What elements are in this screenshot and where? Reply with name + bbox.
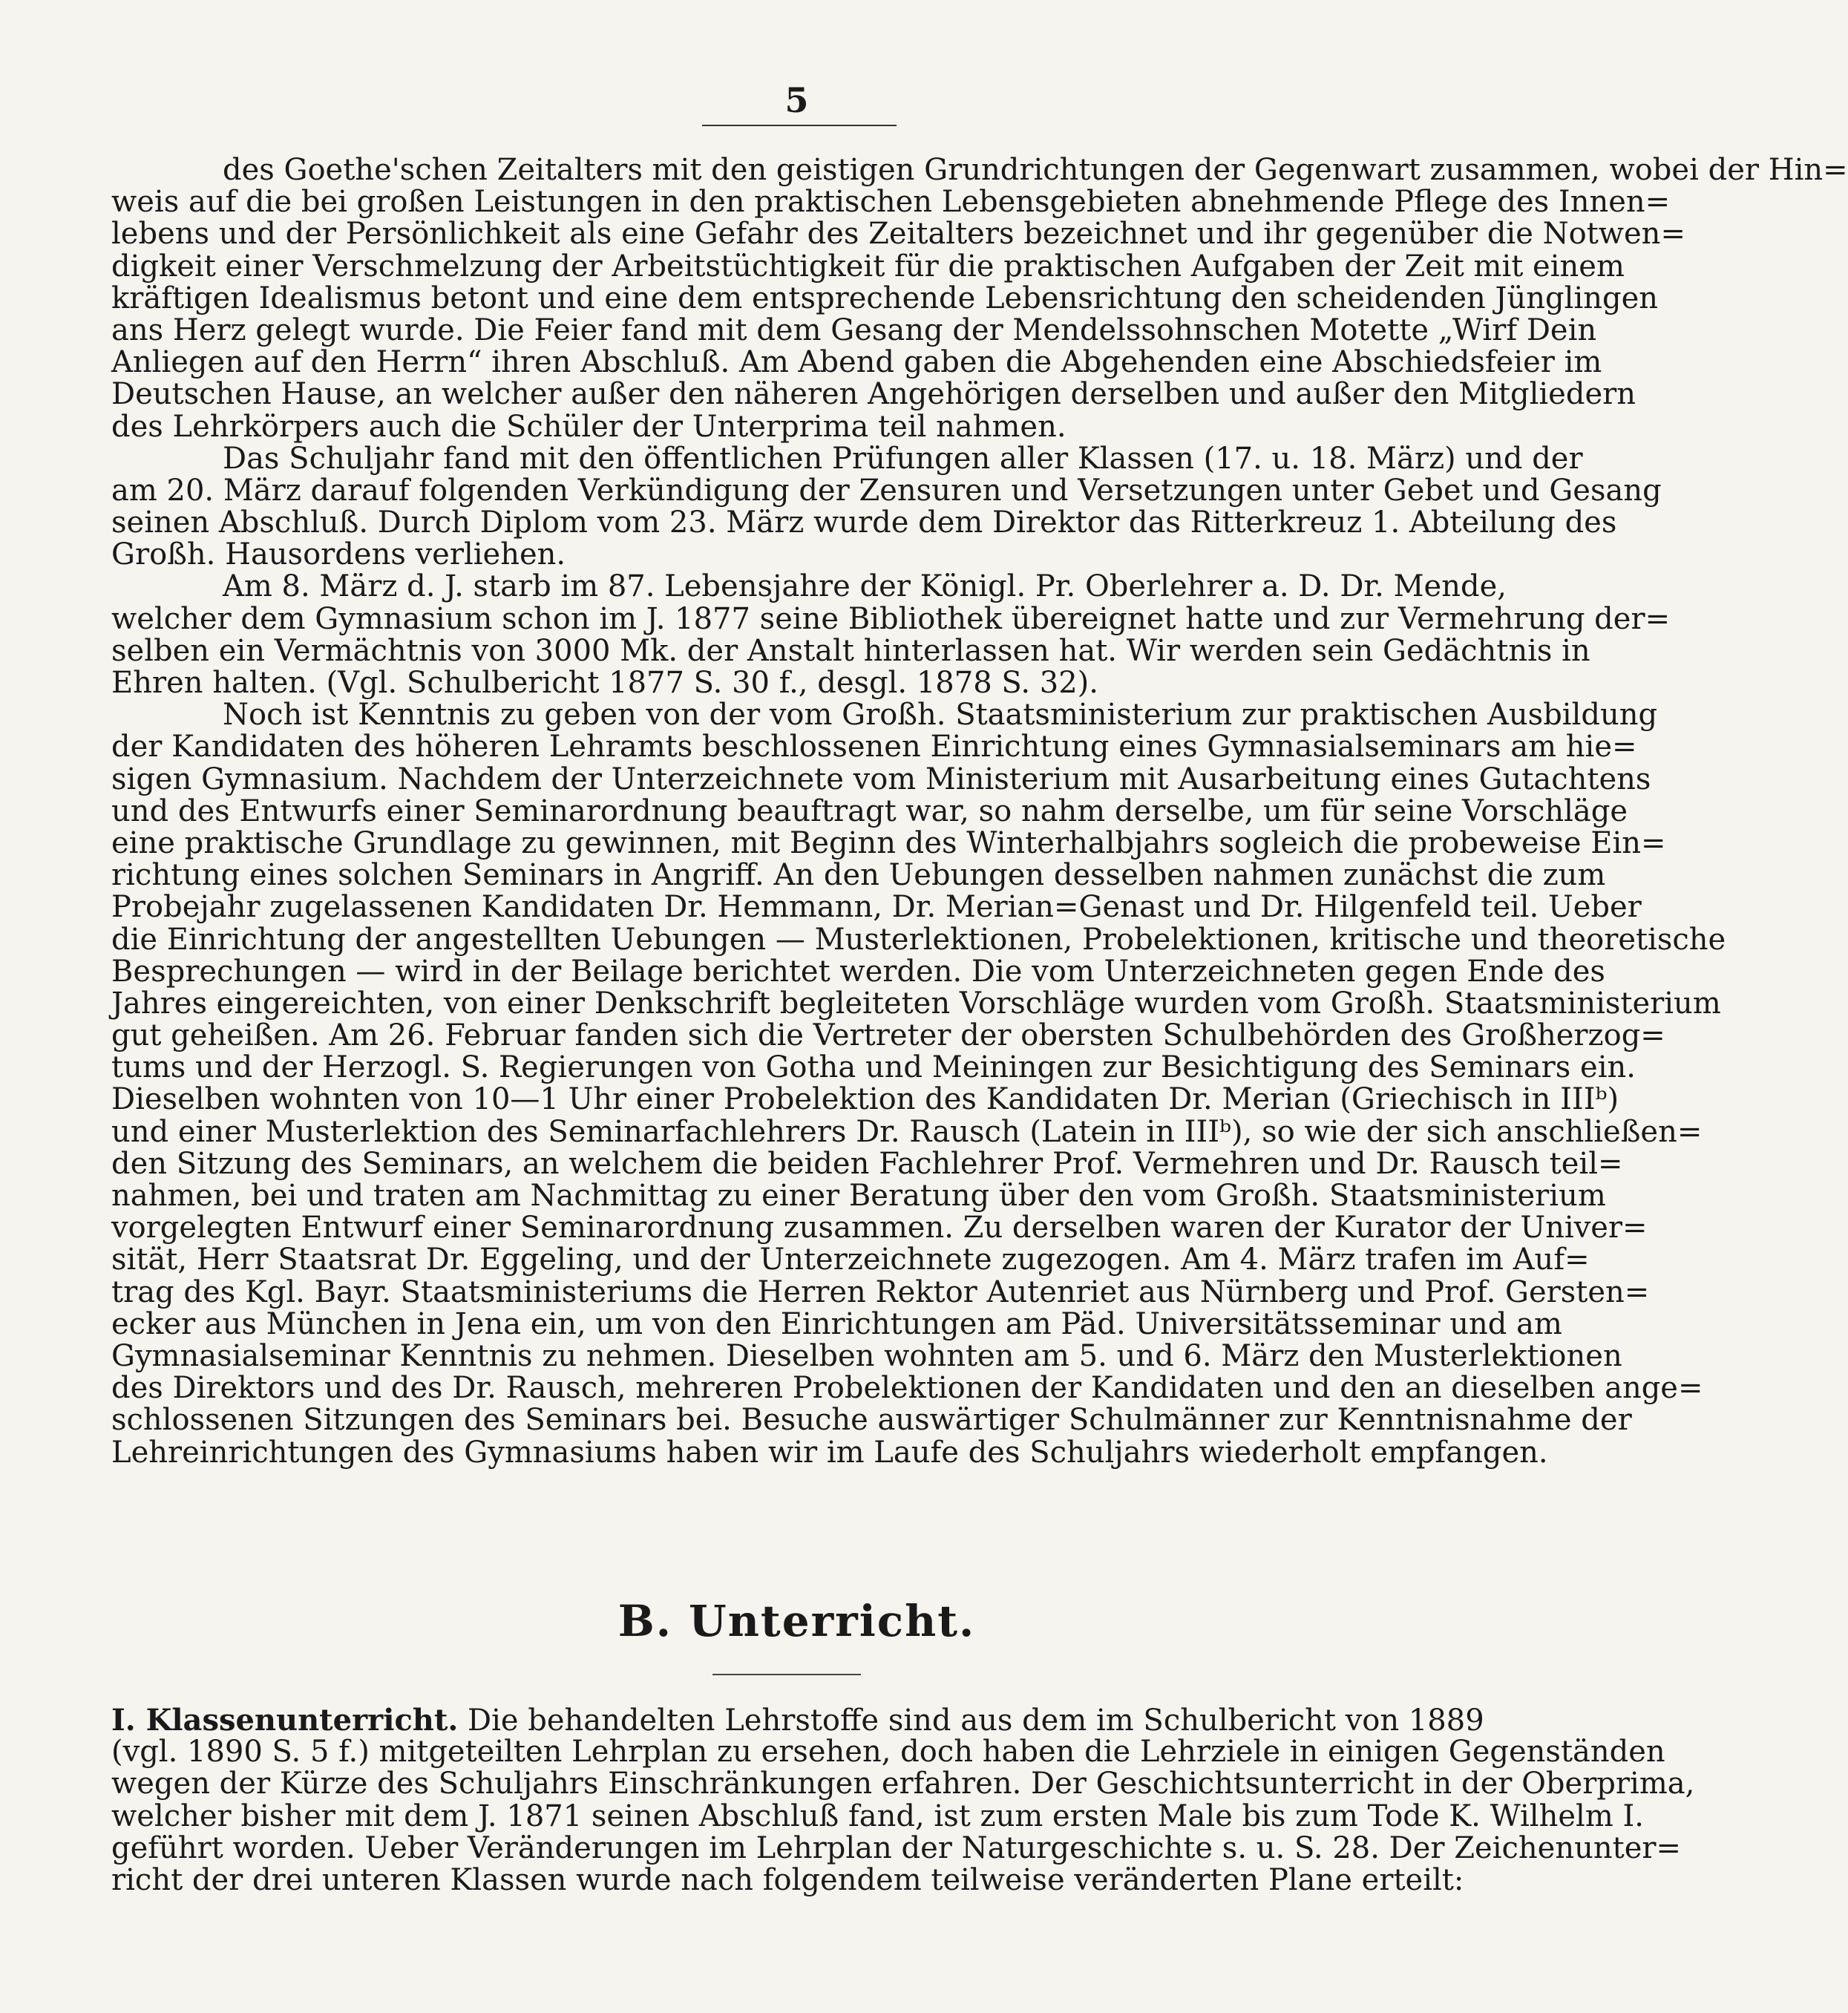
- paragraph-line: digkeit einer Verschmelzung der Arbeitstüchtigkeit für die praktischen Aufgaben der Zeit mit einem: [111, 249, 1625, 284]
- paragraph-line: trag des Kgl. Bayr. Staatsministeriums die Herren Rektor Autenriet aus Nürnberg und Prof. Gersten=: [111, 1274, 1650, 1309]
- paragraph-line: Ehren halten. (Vgl. Schulbericht 1877 S. 30 f., desgl. 1878 S. 32).: [111, 666, 1098, 700]
- paragraph-line: die Einrichtung der angestellten Uebungen — Musterlektionen, Probelektionen, kritische und theoretische: [111, 922, 1726, 957]
- paragraph-line: Am 8. März d. J. starb im 87. Lebensjahre der Königl. Pr. Oberlehrer a. D. Dr. Mende,: [223, 569, 1507, 604]
- body-text-upper: [111, 153, 1848, 1470]
- paragraph-line: Deutschen Hause, an welcher außer den näheren Angehörigen derselben und außer den Mitgliedern: [111, 377, 1636, 412]
- paragraph-line: des Lehrkörpers auch die Schüler der Unterprima teil nahmen.: [111, 409, 1066, 444]
- section-heading: B. Unterricht.: [617, 1596, 976, 1646]
- heading-rule: [712, 1674, 861, 1675]
- page-number: 5: [784, 80, 809, 120]
- paragraph-line: der Kandidaten des höheren Lehramts beschlossenen Einrichtung eines Gymnasialseminars am hie=: [111, 730, 1637, 765]
- paragraph-line: Lehreinrichtungen des Gymnasiums haben wir im Laufe des Schuljahrs wiederholt empfangen.: [111, 1435, 1548, 1470]
- paragraph-line: Das Schuljahr fand mit den öffentlichen Prüfungen aller Klassen (17. u. 18. März) und der: [223, 441, 1583, 476]
- paragraph-line: und einer Musterlektion des Seminarfachlehrers Dr. Rausch (Latein in IIIᵇ), so wie der sich anschließen=: [111, 1114, 1703, 1149]
- paragraph-line: geführt worden. Ueber Veränderungen im Lehrplan der Naturgeschichte s. u. S. 28. Der Zeichenunter=: [111, 1830, 1682, 1865]
- body-text-lower: [111, 1703, 1695, 1897]
- paragraph-line: seinen Abschluß. Durch Diplom vom 23. März wurde dem Direktor das Ritterkreuz 1. Abteilung des: [111, 505, 1617, 540]
- top-rule: [702, 125, 897, 126]
- subsection-lead: I. Klassenunterricht.: [111, 1703, 459, 1738]
- paragraph-line: Jahres eingereichten, von einer Denkschrift begleiteten Vorschläge wurden vom Großh. Staatsministerium: [111, 986, 1721, 1021]
- paragraph-line: Besprechungen — wird in der Beilage berichtet werden. Die vom Unterzeichneten gegen Ende des: [111, 954, 1605, 989]
- paragraph-line: sigen Gymnasium. Nachdem der Unterzeichnete vom Ministerium mit Ausarbeitung eines Gutachtens: [111, 762, 1651, 796]
- paragraph-line: und des Entwurfs einer Seminarordnung beauftragt war, so nahm derselbe, um für seine Vorschläge: [111, 793, 1628, 828]
- paragraph-line: schlossenen Sitzungen des Seminars bei. Besuche auswärtiger Schulmänner zur Kenntnisnahme der: [111, 1403, 1632, 1438]
- paragraph-line: welcher bisher mit dem J. 1871 seinen Abschluß fand, ist zum ersten Male bis zum Tode K. Wilhelm I.: [111, 1798, 1644, 1833]
- paragraph-line: sität, Herr Staatsrat Dr. Eggeling, und der Unterzeichnete zugezogen. Am 4. März trafen im Auf=: [111, 1243, 1590, 1277]
- paragraph-line: Anliegen auf den Herrn“ ihren Abschluß. Am Abend gaben die Abgehenden eine Abschiedsfeier im: [111, 345, 1602, 380]
- paragraph-line: Noch ist Kenntnis zu geben von der vom Großh. Staatsministerium zur praktischen Ausbildung: [223, 698, 1658, 733]
- paragraph-line: tums und der Herzogl. S. Regierungen von Gotha und Meiningen zur Besichtigung des Seminars ein.: [111, 1050, 1636, 1085]
- paragraph-line: (vgl. 1890 S. 5 f.) mitgeteilten Lehrplan zu ersehen, doch haben die Lehrziele in einigen Gegenständen: [111, 1735, 1665, 1770]
- paragraph-line: vorgelegten Entwurf einer Seminarordnung zusammen. Zu derselben waren der Kurator der Univer=: [111, 1211, 1648, 1246]
- paragraph-line: Probejahr zugelassenen Kandidaten Dr. Hemmann, Dr. Merian=Genast und Dr. Hilgenfeld teil. Ueber: [111, 890, 1642, 925]
- paragraph-line: des Direktors und des Dr. Rausch, mehreren Probelektionen der Kandidaten und den an dieselben ange=: [111, 1371, 1703, 1406]
- paragraph-line: wegen der Kürze des Schuljahrs Einschränkungen erfahren. Der Geschichtsunterricht in der Oberprima,: [111, 1767, 1695, 1801]
- paragraph-line: nahmen, bei und traten am Nachmittag zu einer Beratung über den vom Großh. Staatsministerium: [111, 1179, 1606, 1213]
- paragraph-line: richtung eines solchen Seminars in Angriff. An den Uebungen desselben nahmen zunächst die zum: [111, 858, 1606, 893]
- paragraph-line: lebens und der Persönlichkeit als eine Gefahr des Zeitalters bezeichnet und ihr gegenüber die Notwen=: [111, 217, 1685, 252]
- paragraph-line: den Sitzung des Seminars, an welchem die beiden Fachlehrer Prof. Vermehren und Dr. Rausch teil=: [111, 1146, 1623, 1181]
- paragraph-line: Gymnasialseminar Kenntnis zu nehmen. Dieselben wohnten am 5. und 6. März den Musterlektionen: [111, 1338, 1622, 1373]
- paragraph-line: richt der drei unteren Klassen wurde nach folgendem teilweise veränderten Plane erteilt:: [111, 1862, 1464, 1897]
- paragraph-line: weis auf die bei großen Leistungen in den praktischen Lebensgebieten abnehmende Pflege des Innen=: [111, 185, 1671, 220]
- paragraph-line: eine praktische Grundlage zu gewinnen, mit Beginn des Winterhalbjahrs sogleich die probeweise Ein=: [111, 825, 1666, 860]
- paragraph-line: Großh. Hausordens verliehen.: [111, 537, 566, 572]
- paragraph-line: selben ein Vermächtnis von 3000 Mk. der Anstalt hinterlassen hat. Wir werden sein Gedächtnis in: [111, 633, 1590, 668]
- paragraph-line: Dieselben wohnten von 10—1 Uhr einer Probelektion des Kandidaten Dr. Merian (Griechisch in IIIᵇ): [111, 1082, 1619, 1117]
- paragraph-line-text: Die behandelten Lehrstoffe sind aus dem im Schulbericht von 1889: [468, 1703, 1484, 1738]
- paragraph-line: ecker aus München in Jena ein, um von den Einrichtungen am Päd. Universitätsseminar und am: [111, 1306, 1562, 1341]
- paragraph-line: ans Herz gelegt wurde. Die Feier fand mit dem Gesang der Mendelssohnschen Motette „Wirf Dein: [111, 312, 1597, 347]
- paragraph-line: am 20. März darauf folgenden Verkündigung der Zensuren und Versetzungen unter Gebet und Gesang: [111, 473, 1662, 508]
- paragraph-line: gut geheißen. Am 26. Februar fanden sich die Vertreter der obersten Schulbehörden des Großherzog=: [111, 1018, 1665, 1053]
- paragraph-line: [111, 1703, 1484, 1738]
- paragraph-line: welcher dem Gymnasium schon im J. 1877 seine Bibliothek übereignet hatte und zur Vermehrung der=: [111, 601, 1671, 636]
- paragraph-line: kräftigen Idealismus betont und eine dem entsprechende Lebensrichtung den scheidenden Jünglingen: [111, 281, 1659, 315]
- paragraph-line: des Goethe'schen Zeitalters mit den geistigen Grundrichtungen der Gegenwart zusammen, wobei der Hin=: [223, 153, 1848, 187]
